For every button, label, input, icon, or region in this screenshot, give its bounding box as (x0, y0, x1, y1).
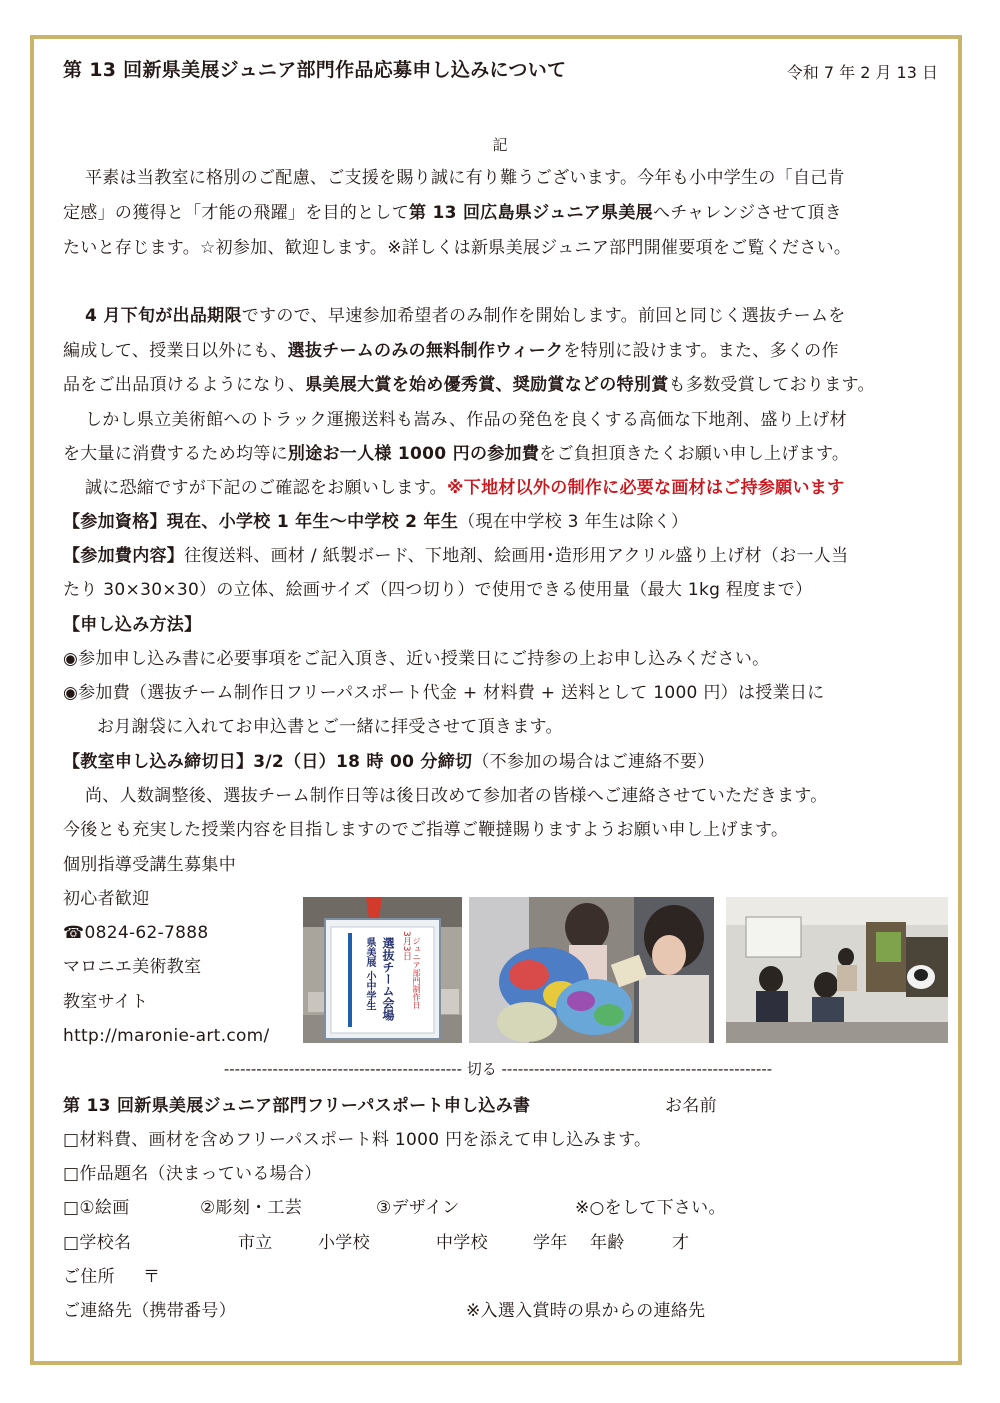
form-category-sculpture[interactable]: ②彫刻・工芸 (200, 1198, 303, 1218)
form-contact-label: ご連絡先（携帯番号） (63, 1301, 236, 1321)
form-age-unit: 才 (672, 1233, 690, 1253)
form-category-painting[interactable]: □①絵画 (63, 1198, 130, 1218)
eligibility-line: 【参加資格】現在、小学校 1 年生～中学校 2 年生（現在中学校 3 年生は除く） (63, 512, 689, 532)
method-line-3: お月謝袋に入れてお申込書とご一緒に拝受させて頂きます。 (97, 717, 563, 737)
form-city-label: 市立 (238, 1233, 273, 1253)
form-juniorhigh-label: 中学校 (436, 1233, 488, 1253)
intro-line-1: 平素は当教室に格別のご配慮、ご支援を賜り誠に有り難うございます。今年も小中学生の「自己肯 (85, 168, 845, 188)
issue-date: 令和 7 年 2 月 13 日 (786, 63, 938, 82)
method-line-2: ◉参加費（選抜チーム制作日フリーパスポート代金 + 材料費 + 送料として 1000 円）は授業日に (63, 683, 825, 703)
sign-text: 県美展 小中学生 (364, 937, 375, 1011)
deadline-line: 【教室申し込み締切日】3/2（日）18 時 00 分締切（不参加の場合はご連絡不要） (63, 752, 715, 772)
cut-line: -------------------------------------------- 切る -------------------------------------------------- (223, 1060, 773, 1078)
contact-school-name: マロニエ美術教室 (63, 957, 202, 977)
kids-sculpture-photo (469, 897, 714, 1043)
para2-line-2: 編成して、授業日以外にも、選抜チームのみの無料制作ウィークを特別に設けます。また、多くの作 (63, 341, 839, 361)
method-heading: 【申し込み方法】 (63, 615, 202, 635)
sign-side-text: ジュニア部門制作日 (412, 937, 421, 1009)
sign-date: 3月3日 (401, 931, 411, 961)
form-postal-mark: 〒 (143, 1267, 161, 1287)
form-title: 第 13 回新県美展ジュニア部門フリーパスポート申し込み書 (63, 1096, 531, 1116)
para2-line-5: を大量に消費するため均等に別途お一人様 1000 円の参加費をご負担頂きたくお願い申し上げます。 (63, 444, 850, 464)
form-fee-checkbox[interactable]: □材料費、画材を含めフリーパスポート料 1000 円を添えて申し込みます。 (63, 1130, 652, 1150)
note-line-1: 尚、人数調整後、選抜チーム制作日等は後日改めて参加者の皆様へご連絡させていただきます。 (85, 786, 828, 806)
classroom-photo (726, 897, 948, 1043)
contact-site-url[interactable]: http://maronie-art.com/ (63, 1026, 270, 1046)
form-title-checkbox[interactable]: □作品題名（決まっている場合） (63, 1164, 322, 1184)
form-grade-label: 学年 (533, 1233, 568, 1253)
form-elementary-label: 小学校 (318, 1233, 370, 1253)
para2-line-4: しかし県立美術館へのトラック運搬送料も嵩み、作品の発色を良くする高価な下地剤、盛り上げ材 (85, 410, 847, 430)
form-category-design[interactable]: ③デザイン (376, 1198, 460, 1218)
note-line-2: 今後とも充実した授業内容を目指しますのでご指導ご鞭撻賜りますようお願い申し上げます。 (63, 820, 789, 840)
ki-heading: 記 (492, 136, 508, 154)
form-age-label: 年齢 (590, 1233, 625, 1253)
page-title: 第 13 回新県美展ジュニア部門作品応募申し込みについて (63, 59, 567, 81)
form-address-label: ご住所 (63, 1267, 115, 1287)
intro-line-3: たいと存じます。☆初参加、歓迎します。※詳しくは新県美展ジュニア部門開催要項をご覧ください。 (63, 238, 852, 258)
form-school-label[interactable]: □学校名 (63, 1233, 132, 1253)
contact-site-label: 教室サイト (63, 992, 149, 1012)
sign-photo (303, 897, 462, 1043)
contact-phone: ☎0824-62-7888 (63, 923, 209, 943)
contact-recruit: 個別指導受講生募集中 (63, 855, 236, 875)
para2-line-1: 4 月下旬が出品期限ですので、早速参加希望者のみ制作を開始します。前回と同じく選抜チームを (85, 306, 846, 326)
intro-line-2: 定感」の獲得と「才能の飛躍」を目的として第 13 回広島県ジュニア県美展へチャレンジさせて頂き (63, 203, 842, 223)
fee-content-line-2: たり 30×30×30）の立体、絵画サイズ（四つ切り）で使用できる使用量（最大 1kg 程度まで） (63, 580, 813, 600)
method-line-1: ◉参加申し込み書に必要事項をご記入頂き、近い授業日にご持参の上お申し込みください。 (63, 649, 770, 669)
para2-line-6: 誠に恐縮ですが下記のご確認をお願いします。※下地材以外の制作に必要な画材はご持参願います (85, 478, 845, 498)
sign-text-team: 選抜チーム会場 (381, 937, 395, 1021)
form-contact-note: ※入選入賞時の県からの連絡先 (466, 1301, 706, 1321)
fee-content-line-1: 【参加費内容】往復送料、画材 / 紙製ボード、下地剤、絵画用･造形用アクリル盛り上げ材（お一人当 (63, 546, 849, 566)
form-category-note: ※○をして下さい。 (575, 1198, 726, 1218)
para2-line-3: 品をご出品頂けるようになり、県美展大賞を始め優秀賞、奨励賞などの特別賞も多数受賞しております。 (63, 375, 875, 395)
contact-beginner: 初心者歓迎 (63, 889, 150, 909)
form-name-label: お名前 (665, 1096, 717, 1116)
